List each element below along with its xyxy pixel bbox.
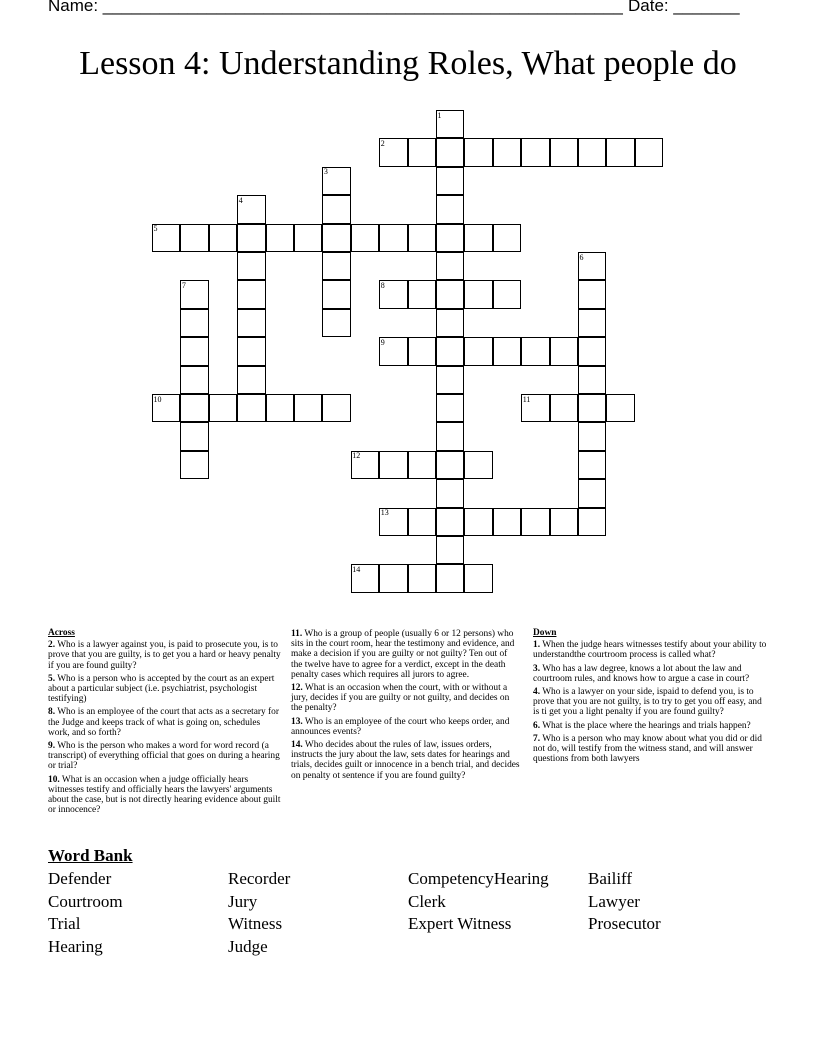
grid-cell[interactable] [436,337,464,365]
word-bank-word: Clerk [408,891,446,911]
grid-cell[interactable] [322,394,350,422]
grid-cell[interactable] [379,451,407,479]
clue-item-text: Who is the person who makes a word for word record (a transcript) of everything official that goes on during a hearing or trial? [48,741,280,772]
clue-number: 5 [153,224,158,234]
clue-item-text: Who is an employee of the court who keeps order, and announces events? [291,716,510,737]
date-field[interactable]: Date: _______ [628,0,740,15]
clue-item-text: Who has a law degree, knows a lot about the law and courtroom rules, and knows how to argue a case in court? [533,663,750,684]
grid-cell[interactable] [493,138,521,166]
grid-cell[interactable] [493,224,521,252]
grid-cell[interactable] [436,224,464,252]
grid-cell[interactable] [606,138,634,166]
grid-cell[interactable] [408,451,436,479]
word-bank-word: Recorder [228,869,291,888]
grid-cell[interactable] [578,366,606,394]
word-bank-title: Word Bank [48,846,133,865]
grid-cell[interactable] [436,366,464,394]
clue-item [533,687,769,718]
grid-cell[interactable] [493,280,521,308]
grid-cell[interactable] [436,195,464,223]
grid-cell[interactable] [379,138,407,166]
grid-cell[interactable] [436,508,464,536]
word-bank-word: CompetencyHearing [408,869,549,888]
clue-number: 12 [352,451,361,461]
grid-cell[interactable] [322,224,350,252]
grid-cell[interactable] [379,564,407,592]
grid-cell[interactable] [436,309,464,337]
clue-number: 11 [522,394,531,404]
grid-cell[interactable] [152,394,180,422]
grid-cell[interactable] [180,224,208,252]
grid-cell[interactable] [180,451,208,479]
word-bank-word: Trial [48,914,81,934]
grid-cell[interactable] [379,337,407,365]
grid-cell[interactable] [436,564,464,592]
grid-cell[interactable] [464,564,492,592]
grid-cell[interactable] [521,508,549,536]
clue-item-text: Who is an employee of the court that acts as a secretary for the Judge and keeps track of what is going on, schedules work, and so forth? [48,707,279,738]
grid-cell[interactable] [464,337,492,365]
grid-cell[interactable] [436,138,464,166]
clue-item-number: 8. [48,707,56,718]
clue-item [48,674,284,705]
grid-cell[interactable] [436,422,464,450]
word-bank-word: Witness [228,914,283,934]
clue-item-text: Who is a lawyer against you, is paid to prosecute you, is to prove that you are guilty, is to get you a hard or heavy penalty if you are found guilty? [48,640,281,671]
clue-item [291,683,521,714]
grid-cell[interactable] [379,508,407,536]
page-title: Lesson 4: Understanding Roles, What people do [79,45,737,82]
clue-item [533,640,769,660]
grid-cell[interactable] [266,394,294,422]
grid-cell[interactable] [237,394,265,422]
clue-item-text: When the judge hears witnesses testify about your ability to understandthe courtroom process is called what? [533,640,767,661]
clue-item [48,741,284,772]
grid-cell[interactable] [493,508,521,536]
word-bank-word: Hearing [48,936,103,956]
grid-cell[interactable] [578,422,606,450]
clue-item-number: 11. [291,629,303,639]
clue-number: 8 [380,280,385,290]
down-heading: Down [533,628,557,638]
grid-cell[interactable] [322,195,350,223]
grid-cell[interactable] [578,451,606,479]
grid-cell[interactable] [180,366,208,394]
word-bank-word: Lawyer [588,891,640,911]
grid-cell[interactable] [322,280,350,308]
clue-number: 13 [380,508,389,518]
grid-cell[interactable] [436,167,464,195]
clue-number: 7 [181,280,186,290]
grid-cell[interactable] [237,309,265,337]
clue-item-number: 13. [291,716,303,727]
grid-cell[interactable] [521,138,549,166]
grid-cell[interactable] [180,309,208,337]
grid-cell[interactable] [578,394,606,422]
grid-cell[interactable] [237,224,265,252]
clue-number: 1 [437,110,442,120]
clue-item-text: Who is a group of people (usually 6 or 12 persons) who sits in the court room, hear the testimony and evidence, and make a decision if you are guilty or not guilty? Ten out of the twelve have to agree for a verdict, except in the death penalty cases which requires all jurors to agree. [291,629,515,680]
clue-item [48,640,284,671]
grid-cell[interactable] [180,280,208,308]
grid-cell[interactable] [606,394,634,422]
grid-cell[interactable] [550,138,578,166]
grid-cell[interactable] [322,252,350,280]
clue-number: 14 [352,564,361,574]
clue-item-number: 1. [533,640,541,651]
grid-cell[interactable] [578,309,606,337]
grid-cell[interactable] [408,337,436,365]
grid-cell[interactable] [322,167,350,195]
grid-cell[interactable] [493,337,521,365]
name-field[interactable]: Name: _______________________________________________________ [48,0,623,15]
clue-item-number: 5. [48,673,56,684]
grid-cell[interactable] [464,508,492,536]
grid-cell[interactable] [578,280,606,308]
grid-cell[interactable] [464,280,492,308]
word-bank-word: Jury [228,891,258,911]
clue-number: 10 [153,394,162,404]
word-bank-word: Prosecutor [588,914,661,934]
clue-item [48,707,284,738]
clue-item [533,664,769,684]
grid-cell[interactable] [464,451,492,479]
clue-item-text: Who is a lawyer on your side, ispaid to defend you, is to prove that you are not guilty, is to try to get you off easy, and is ti get you a light penalty if you are found guilty? [533,687,762,718]
grid-cell[interactable] [237,366,265,394]
grid-cell[interactable] [464,224,492,252]
grid-cell[interactable] [408,224,436,252]
grid-cell[interactable] [408,280,436,308]
grid-cell[interactable] [550,337,578,365]
grid-cell[interactable] [578,337,606,365]
across-heading: Across [48,628,75,638]
clue-item [291,629,521,680]
down-clues [533,628,769,767]
clue-item-number: 9. [48,741,56,752]
clue-item-number: 6. [533,720,541,731]
grid-cell[interactable] [635,138,663,166]
clue-item [291,740,521,781]
grid-cell[interactable] [379,224,407,252]
clue-number: 3 [323,167,328,177]
header [48,0,748,20]
grid-cell[interactable] [180,394,208,422]
clue-item-number: 10. [48,774,60,785]
word-bank-word: Courtroom [48,891,123,911]
clue-item-text: What is an occasion when a judge officially hears witnesses testify and officially hears the lawyers' arguments about the case, but is not directly hearing evidence about guilt or innocence? [48,774,281,816]
grid-cell[interactable] [209,224,237,252]
across-clues [48,628,284,818]
clue-number: 6 [579,252,584,262]
grid-cell[interactable] [351,564,379,592]
grid-cell[interactable] [379,280,407,308]
clue-item [48,775,284,816]
grid-cell[interactable] [180,337,208,365]
word-bank-word: Defender [48,869,112,888]
word-bank-word: Bailiff [588,869,633,888]
clue-item-number: 12. [291,683,303,694]
grid-cell[interactable] [351,451,379,479]
grid-cell[interactable] [436,479,464,507]
grid-cell[interactable] [436,451,464,479]
grid-cell[interactable] [294,224,322,252]
clue-item-number: 4. [533,687,541,698]
grid-cell[interactable] [436,110,464,138]
grid-cell[interactable] [550,508,578,536]
grid-cell[interactable] [550,394,578,422]
clue-number: 2 [380,138,385,148]
clue-item-text: Who is a person who may know about what you did or did not do, will testify from the witness stand, and will answer questions from both lawyers [533,733,762,765]
clue-item-text: What is an occasion when the court, with or without a jury, decides if you are guilty or not guilty, and decides on the penalty? [291,683,510,714]
grid-cell[interactable] [180,422,208,450]
grid-cell[interactable] [237,252,265,280]
grid-cell[interactable] [436,394,464,422]
clue-number: 4 [238,195,243,205]
grid-cell[interactable] [237,337,265,365]
clue-item-text: What is the place where the hearings and trials happen? [540,720,751,731]
grid-cell[interactable] [266,224,294,252]
grid-cell[interactable] [152,224,180,252]
clue-item-number: 3. [533,663,541,674]
grid-cell[interactable] [322,309,350,337]
grid-cell[interactable] [408,564,436,592]
clue-item-number: 7. [533,733,541,744]
clue-item [291,717,521,737]
clue-number: 9 [380,337,385,347]
grid-cell[interactable] [578,479,606,507]
clue-item-number: 2. [48,640,56,651]
clue-item-text: Who decides about the rules of law, issues orders, instructs the jury about the law, sets dates for hearings and trials, decides guilt or innocence in a bench trial, and decides on penalty ot sentence if you are found guilty? [291,740,520,781]
grid-cell[interactable] [237,280,265,308]
across-clues-continued [291,629,521,784]
grid-cell[interactable] [578,252,606,280]
grid-cell[interactable] [521,337,549,365]
grid-cell[interactable] [436,280,464,308]
clue-item [533,734,769,765]
clue-item-text: Who is a person who is accepted by the court as an expert about a particular subject (i.e. psychiatrist, psychologist testifying) [48,673,275,705]
grid-cell[interactable] [521,394,549,422]
grid-cell[interactable] [464,138,492,166]
grid-cell[interactable] [237,195,265,223]
clue-item [533,721,769,731]
grid-cell[interactable] [436,536,464,564]
grid-cell[interactable] [408,138,436,166]
word-bank-word: Expert Witness [408,914,512,934]
grid-cell[interactable] [436,252,464,280]
word-bank-word: Judge [228,936,268,956]
grid-cell[interactable] [578,508,606,536]
grid-cell[interactable] [209,394,237,422]
grid-cell[interactable] [294,394,322,422]
grid-cell[interactable] [351,224,379,252]
grid-cell[interactable] [408,508,436,536]
grid-cell[interactable] [578,138,606,166]
clue-item-number: 14. [291,740,303,751]
